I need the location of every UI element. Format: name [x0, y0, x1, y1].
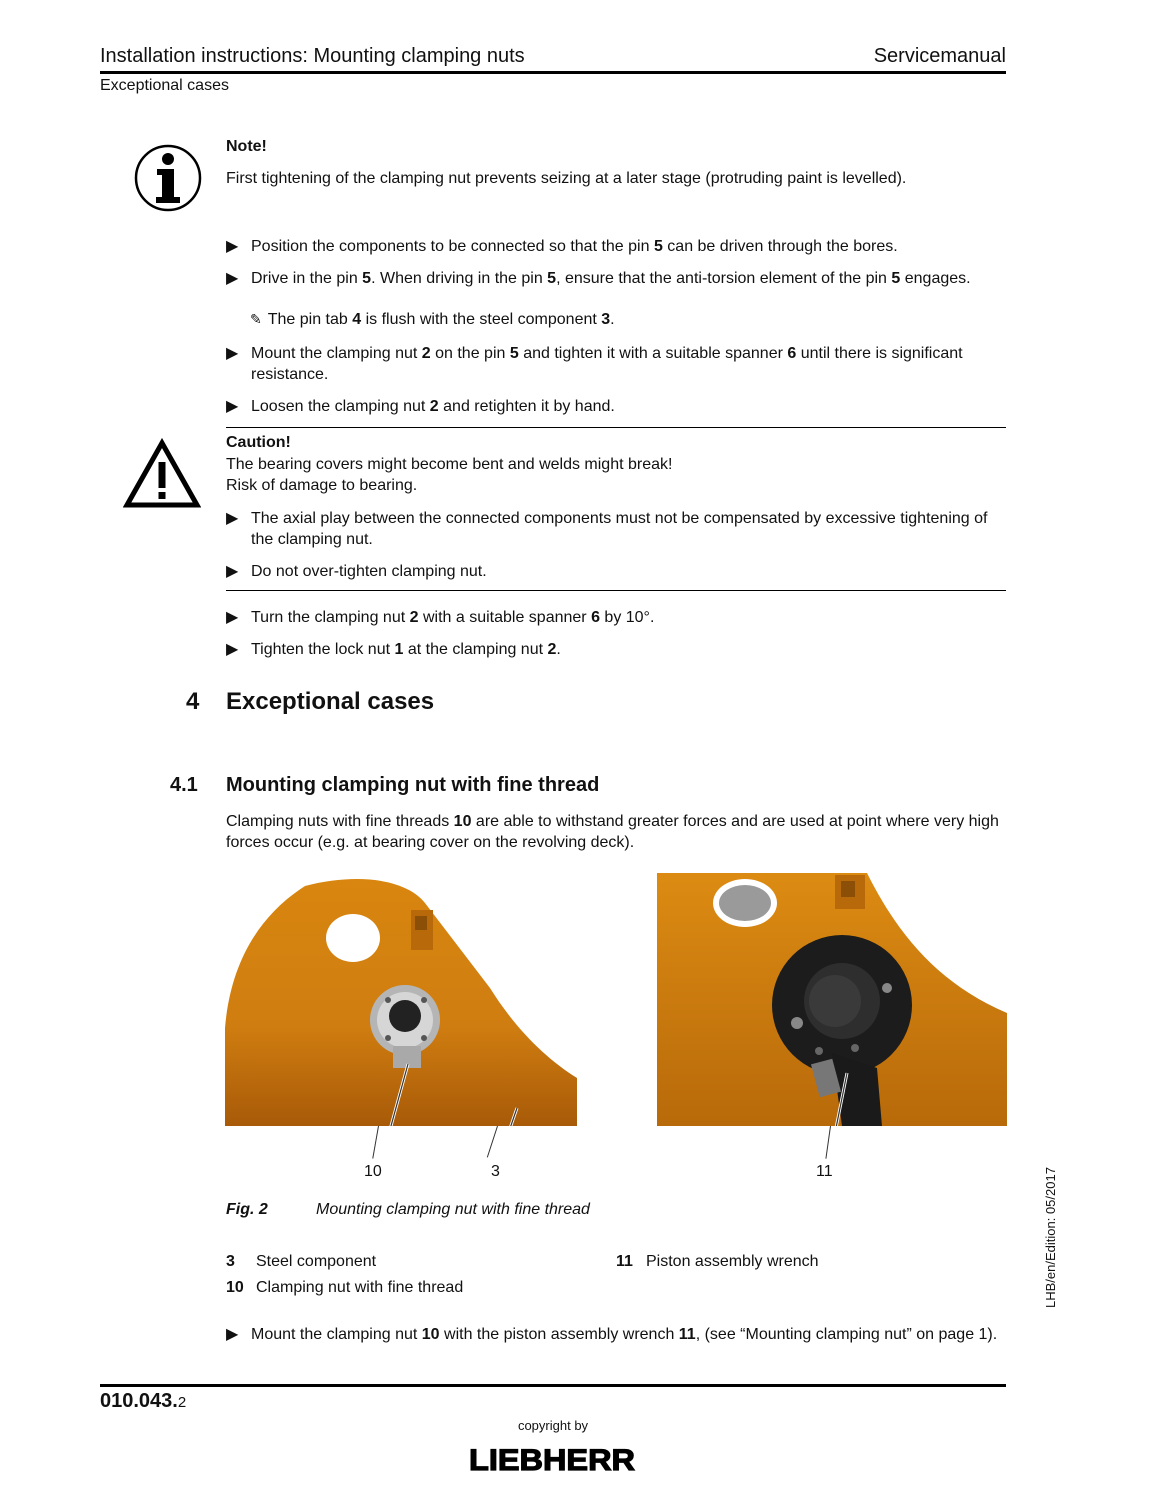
page-number: 010.043.2	[100, 1390, 187, 1412]
callout-11: 11	[816, 1163, 833, 1180]
section-4-1-paragraph: Clamping nuts with fine threads 10 are able to withstand greater forces and are used at point where very high forces occur (e.g. at bearing cover on the revolving deck).	[226, 813, 999, 851]
note-heading: Note!	[226, 138, 267, 155]
result-arrow-icon: ✎	[250, 311, 262, 327]
bullet-arrow-icon: ▶	[226, 641, 239, 658]
copyright-label: copyright by	[517, 1418, 589, 1433]
step-result: ✎ The pin tab 4 is flush with the steel component 3.	[250, 311, 615, 328]
step-tighten-lock-nut: ▶ Tighten the lock nut 1 at the clamping nut 2.	[226, 641, 561, 658]
callout-line-10	[372, 1126, 379, 1159]
caution-bottom-rule	[226, 590, 1006, 591]
callout-3: 3	[491, 1163, 500, 1180]
figure-caption	[226, 1201, 590, 1219]
bullet-arrow-icon: ▶	[226, 270, 239, 287]
header-title: Installation instructions: Mounting clamping nuts	[100, 45, 525, 67]
step-position-components: ▶ Position the components to be connected so that the pin 5 can be driven through the bores.	[226, 238, 898, 255]
caution-heading: Caution!	[226, 434, 291, 451]
step-turn-nut: ▶ Turn the clamping nut 2 with a suitable spanner 6 by 10°.	[226, 609, 655, 626]
section-4-1-number: 4.1	[170, 774, 198, 796]
legend-item-10: 10 Clamping nut with fine thread	[226, 1279, 464, 1296]
caution-line-2: Risk of damage to bearing.	[226, 477, 418, 494]
bullet-arrow-icon: ▶	[226, 345, 239, 362]
callout-10: 10	[364, 1163, 382, 1180]
section-4-title: Exceptional cases	[226, 688, 435, 715]
header-subtitle: Exceptional cases	[100, 77, 229, 94]
bullet-arrow-icon: ▶	[226, 609, 239, 626]
bullet-arrow-icon: ▶	[226, 563, 239, 580]
callout-line-3	[487, 1126, 498, 1158]
info-icon	[133, 143, 203, 213]
step-mount-clamping-nut: ▶ Mount the clamping nut 2 on the pin 5 and tighten it with a suitable spanner 6 until there is significant resistance.	[226, 345, 963, 383]
caution-step-over-tighten: ▶ Do not over-tighten clamping nut.	[226, 563, 487, 580]
figure-number: Fig. 2	[226, 1201, 268, 1218]
bullet-arrow-icon: ▶	[226, 398, 239, 415]
header-manual-label: Servicemanual	[873, 45, 1006, 67]
figure-caption-text: Mounting clamping nut with fine thread	[316, 1201, 590, 1218]
bullet-arrow-icon: ▶	[226, 1326, 239, 1343]
svg-text:LIEBHERR: LIEBHERR	[469, 1444, 636, 1474]
photo-steel-component-with-clamping-nut	[225, 878, 577, 1126]
section-4-number: 4	[186, 688, 200, 715]
note-text: First tightening of the clamping nut prevents seizing at a later stage (protruding paint is levelled).	[226, 170, 907, 187]
warning-triangle-icon	[123, 438, 201, 510]
step-loosen-nut: ▶ Loosen the clamping nut 2 and retighten it by hand.	[226, 398, 615, 415]
callout-line-11	[825, 1126, 831, 1159]
photo-piston-assembly-wrench	[657, 873, 1007, 1126]
footer-rule	[100, 1384, 1006, 1387]
bullet-arrow-icon: ▶	[226, 238, 239, 255]
step-drive-pin: ▶ Drive in the pin 5. When driving in the pin 5, ensure that the anti-torsion element of the pin 5 engages.	[226, 270, 971, 287]
liebherr-logo	[468, 1444, 636, 1474]
edition-side-text: LHB/en/Edition: 05/2017	[1043, 1167, 1058, 1308]
legend-item-3: 3 Steel component	[226, 1253, 377, 1270]
caution-step-axial-play: ▶ The axial play between the connected components must not be compensated by excessive tightening of the clamping nut.	[226, 510, 988, 548]
step-mount-with-wrench: ▶ Mount the clamping nut 10 with the piston assembly wrench 11, (see “Mounting clamping nut” on page 1).	[226, 1326, 998, 1343]
section-4-1-title: Mounting clamping nut with fine thread	[226, 774, 600, 796]
bullet-arrow-icon: ▶	[226, 510, 239, 527]
header-rule	[100, 71, 1006, 74]
caution-top-rule	[226, 427, 1006, 428]
caution-line-1: The bearing covers might become bent and welds might break!	[226, 456, 673, 473]
legend-item-11: 11 Piston assembly wrench	[616, 1253, 819, 1270]
